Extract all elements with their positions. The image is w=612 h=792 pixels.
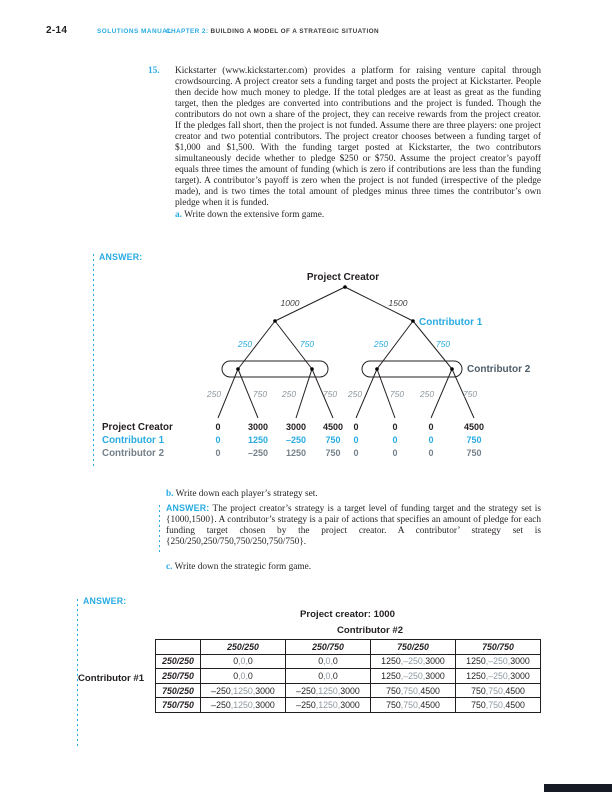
strategic-row <box>156 654 541 669</box>
branch-label-level2: 250 <box>373 339 389 349</box>
strategic-row-header: 250/250 <box>156 654 201 669</box>
strategic-cell: –250,1250,3000 <box>201 683 286 698</box>
strategic-row-header: 750/750 <box>156 698 201 713</box>
player-project-creator-label: Project Creator <box>306 272 380 283</box>
payoff-value: 0 <box>215 448 221 458</box>
corner-cell <box>156 640 201 655</box>
part-c-line <box>166 562 311 572</box>
strategic-cell: –250,1250,3000 <box>286 683 371 698</box>
payoff-value: 0 <box>353 435 359 445</box>
payoff-value: –250 <box>247 448 269 458</box>
payoff-value: 0 <box>353 422 359 432</box>
column-player-label: Contributor #2 <box>336 625 404 636</box>
chapter-label: CHAPTER 2: <box>166 28 209 35</box>
strategic-cell: 750,750,4500 <box>456 683 541 698</box>
answer-b-paragraph <box>160 503 541 548</box>
strategic-row-header: 250/750 <box>156 669 201 684</box>
branch-label-level3: 250 <box>281 389 297 399</box>
part-b-line <box>166 489 318 499</box>
chapter-title: BUILDING A MODEL OF A STRATEGIC SITUATION <box>210 28 380 35</box>
strategic-cell: 0,0,0 <box>286 669 371 684</box>
payoff-value: 750 <box>325 448 341 458</box>
node <box>236 367 240 371</box>
strategic-row <box>156 669 541 684</box>
col-header: 250/750 <box>286 640 371 655</box>
branch-label-level3: 750 <box>389 389 405 399</box>
part-c-text: Write down the strategic form game. <box>174 562 312 572</box>
strategic-cell: 0,0,0 <box>201 669 286 684</box>
node <box>411 319 415 323</box>
part-a-letter: a. <box>175 210 182 220</box>
header-chapter <box>166 28 379 35</box>
strategic-row <box>156 698 541 713</box>
branch-label-level3: 750 <box>252 389 268 399</box>
page-number: 2-14 <box>46 25 68 36</box>
payoff-row-label: Contributor 1 <box>102 435 165 446</box>
branch-label-level3: 750 <box>322 389 338 399</box>
problem-text: Kickstarter (www.kickstarter.com) provides a platform for raising venture capital through crowdsourcing. A project creator sets a funding target and posts the project at Kickstarter. People then decide how much money to pledge. If the total pledges are at least as great as the funding target, then the pledges are converted into contributions and the project is funded. Though the contributors do not own a share of the project, they can receive rewards from the project creator. If the pledges fall short, then the project is not funded. Assume there are three players: one project creator and two potential contributors. The project creator chooses between a funding target of $1,000 and $1,500. With the funding target posted at Kickstarter, the two contributors simultaneously decide whether to pledge $250 or $750. Assume the project creator’s payoff equals three times the amount of funding (which is zero if contributions are less than the funding target). A contributor’s payoff is zero when the project is not funded (irrespective of the pledge made), and is two times the total amount of pledges minus three times the contributor’s own pledge when it is funded. <box>175 66 541 208</box>
payoff-value: 0 <box>428 422 434 432</box>
payoff-row-label: Project Creator <box>102 422 173 433</box>
part-c-letter: c. <box>166 562 173 572</box>
strategic-form-table <box>155 639 541 713</box>
strategic-cell: 750,750,4500 <box>371 683 456 698</box>
payoff-value: 4500 <box>322 422 344 432</box>
strategic-cell: 0,0,0 <box>201 654 286 669</box>
strategic-cell: 1250,–250,3000 <box>371 654 456 669</box>
branch-label-level3: 750 <box>462 389 478 399</box>
extensive-form-game-tree <box>95 266 555 466</box>
part-b-text: Write down each player’s strategy set. <box>175 489 318 499</box>
player-contributor2-label: Contributor 2 <box>467 364 531 375</box>
answer-b-label: ANSWER: <box>166 503 210 513</box>
part-b-letter: b. <box>166 489 174 499</box>
header-manual: SOLUTIONS MANUAL <box>97 28 172 35</box>
row-player-label: Contributor #1 <box>78 673 145 684</box>
strategic-cell: 1250,–250,3000 <box>371 669 456 684</box>
payoff-value: 0 <box>215 422 221 432</box>
strategic-cell: –250,1250,3000 <box>286 698 371 713</box>
answer-b-text: The project creator’s strategy is a target level of funding target and the strategy set is {1000,1500}. A contributor’s strategy is a pair of actions that specifies an amount of pledge for each funding target chosen by the project creator. A contributor’ strategy set is {250/250,250/750,750/250,750/750}. <box>166 504 541 547</box>
payoff-value: 3000 <box>285 422 307 432</box>
branch-label-level3: 250 <box>347 389 363 399</box>
node <box>310 367 314 371</box>
payoff-value: 1250 <box>285 448 307 458</box>
branch-label-level3: 250 <box>419 389 435 399</box>
node <box>450 367 454 371</box>
strategic-cell: 1250,–250,3000 <box>456 654 541 669</box>
answer-c-label: ANSWER: <box>83 596 127 606</box>
branch-label-level2: 250 <box>237 339 253 349</box>
strategic-cell: 750,750,4500 <box>371 698 456 713</box>
node <box>273 319 277 323</box>
col-header: 250/250 <box>201 640 286 655</box>
strategic-table-title: Project creator: 1000 <box>300 609 395 620</box>
branch-1000-label: 1000 <box>280 298 300 308</box>
strategic-cell: 1250,–250,3000 <box>456 669 541 684</box>
part-a-text: Write down the extensive form game. <box>184 210 325 220</box>
col-header: 750/250 <box>371 640 456 655</box>
payoff-value: 0 <box>215 435 221 445</box>
payoff-value: 0 <box>392 448 398 458</box>
payoff-value: 0 <box>353 448 359 458</box>
node <box>375 367 379 371</box>
branch-label-level2: 750 <box>299 339 315 349</box>
payoff-row-label: Contributor 2 <box>102 448 165 459</box>
strategic-cell: 0,0,0 <box>286 654 371 669</box>
problem-number: 15. <box>148 66 160 76</box>
branch-label-level3: 250 <box>206 389 222 399</box>
payoff-value: 0 <box>428 435 434 445</box>
player-contributor1-label: Contributor 1 <box>419 317 483 328</box>
payoff-value: 4500 <box>463 422 485 432</box>
problem-paragraph <box>148 66 541 221</box>
strategic-cell: –250,1250,3000 <box>201 698 286 713</box>
col-header: 750/750 <box>456 640 541 655</box>
payoff-value: 1250 <box>247 435 269 445</box>
root-node <box>343 285 347 289</box>
page-corner-bar <box>544 784 612 792</box>
payoff-value: 750 <box>466 448 482 458</box>
payoff-value: 0 <box>392 435 398 445</box>
answer-a-rule <box>93 254 94 468</box>
payoff-value: 750 <box>325 435 341 445</box>
branch-1500-label: 1500 <box>388 298 408 308</box>
payoff-value: 0 <box>392 422 398 432</box>
strategic-row <box>156 683 541 698</box>
strategic-row-header: 750/250 <box>156 683 201 698</box>
strategic-header-row <box>156 640 541 655</box>
payoff-value: 3000 <box>247 422 269 432</box>
branch-label-level2: 750 <box>435 339 451 349</box>
strategic-cell: 750,750,4500 <box>456 698 541 713</box>
payoff-value: 750 <box>466 435 482 445</box>
payoff-value: –250 <box>285 435 307 445</box>
answer-a-label: ANSWER: <box>99 252 143 262</box>
part-a-line <box>175 210 541 221</box>
payoff-value: 0 <box>428 448 434 458</box>
